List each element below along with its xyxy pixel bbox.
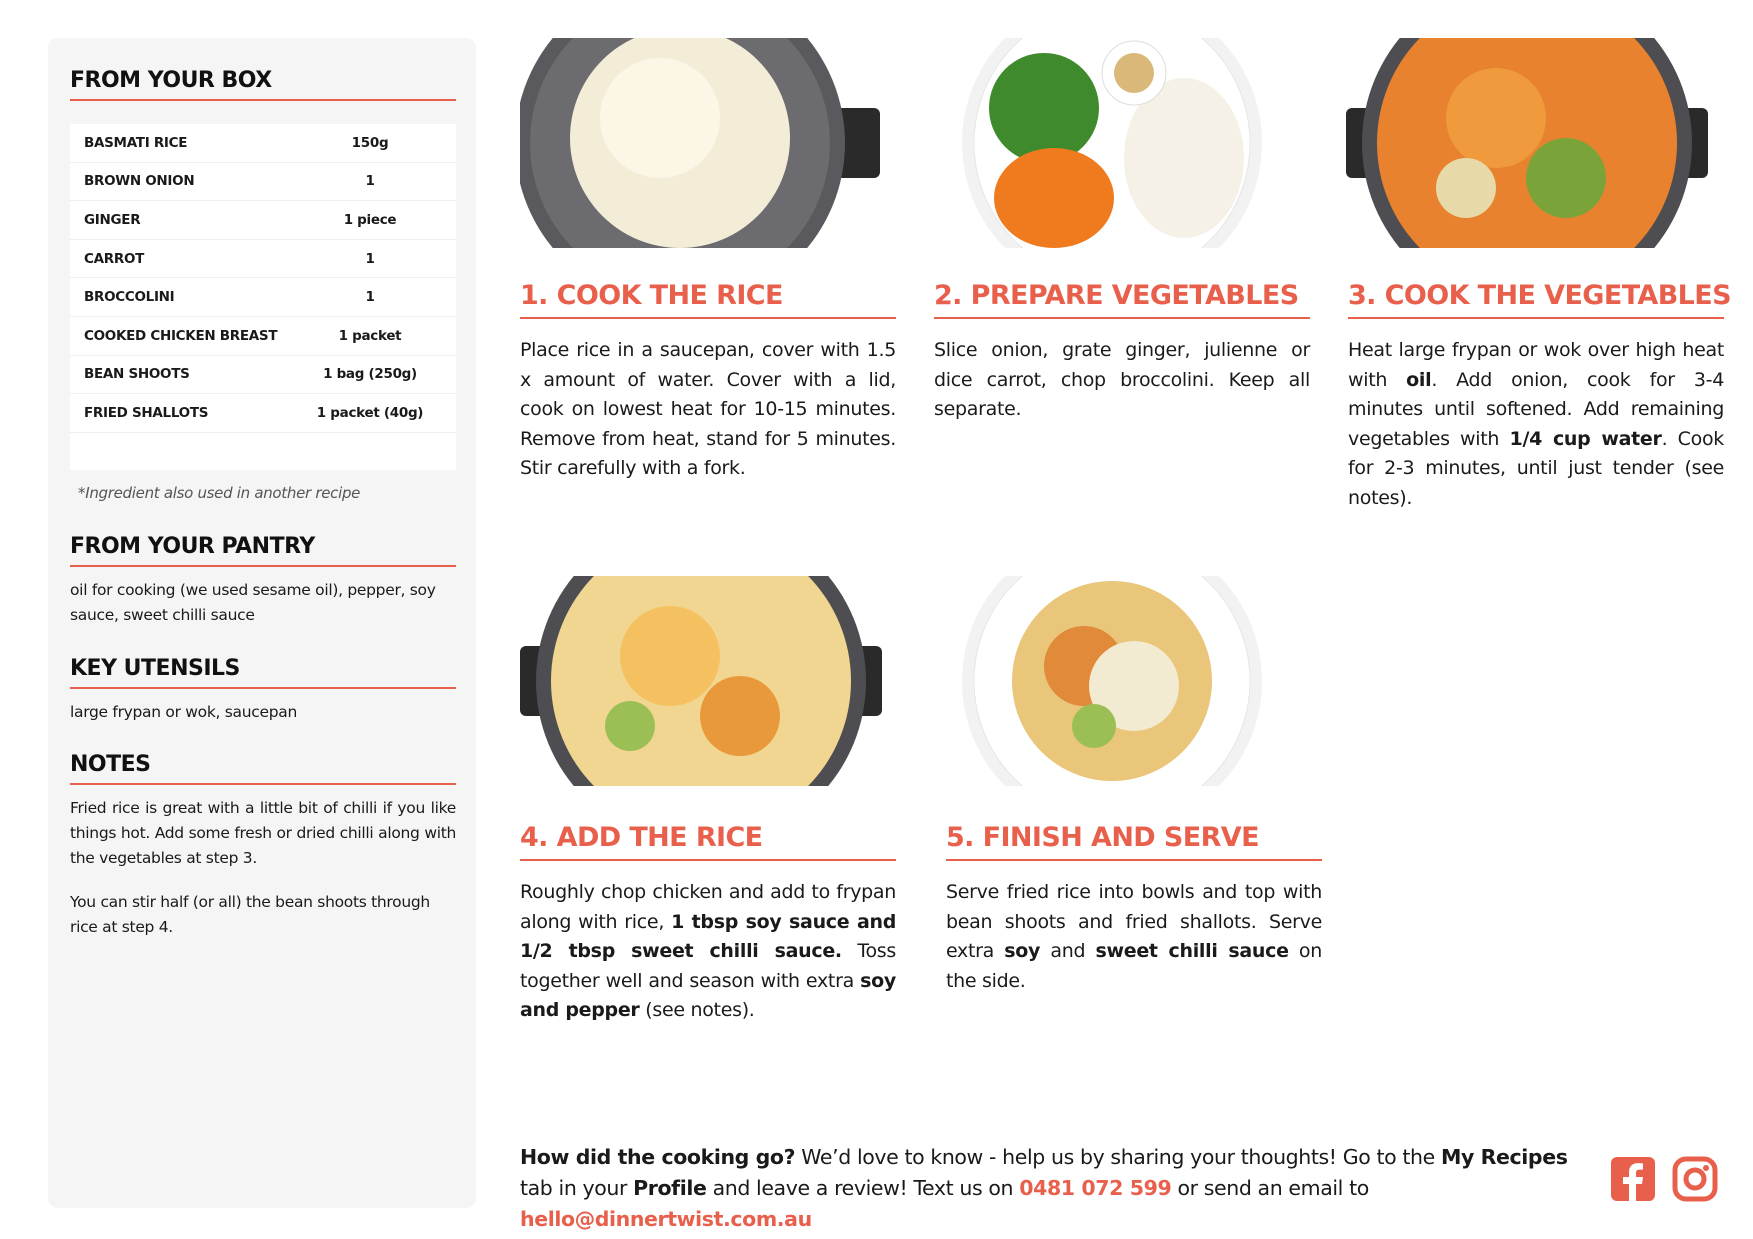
box-ingredient-row: [70, 278, 456, 317]
text-run: Roughly chop chicken and add to frypan along with rice,: [520, 881, 896, 933]
step-5-title: 5. FINISH AND SERVE: [946, 822, 1322, 861]
ingredient-quantity: 150g: [351, 134, 389, 151]
ingredient-quantity: 1: [365, 289, 375, 306]
step-5-photo: [934, 576, 1296, 786]
text-run: soy: [1004, 940, 1041, 962]
text-run: Slice onion, grate ginger, julienne or dice carrot, chop broccolini. Keep all separate.: [934, 339, 1310, 420]
step-1-text: [520, 336, 896, 484]
text-run: sweet chilli sauce: [1095, 940, 1289, 962]
text-run: 1/4 cup water: [1509, 427, 1662, 450]
ingredient-quantity: 1: [365, 173, 375, 190]
utensils-heading: KEY UTENSILS: [70, 656, 456, 689]
box-ingredients-table: [70, 124, 456, 470]
step-1-title: 1. COOK THE RICE: [520, 280, 896, 319]
box-ingredient-row: [70, 317, 456, 356]
text-run: (see notes).: [639, 999, 755, 1021]
notes-text-1: Fried rice is great with a little bit of chilli if you like things hot. Add some fresh or dried chilli along with the vegetables at step 3.: [70, 799, 456, 867]
text-run: How did the cooking go?: [520, 1145, 796, 1169]
text-run: Serve fried rice into bowls and top with bean shoots and fried shallots. Serve extra: [946, 881, 1322, 962]
step-3-text: [1348, 336, 1724, 513]
box-ingredient-row: [70, 124, 456, 163]
text-run: Profile: [633, 1176, 707, 1200]
ingredient-name: GINGER: [84, 211, 141, 228]
ingredient-footnote: *Ingredient also used in another recipe: [78, 484, 361, 502]
step-2-photo: [934, 38, 1296, 248]
text-run: We’d love to know - help us by sharing your thoughts! Go to the: [795, 1145, 1441, 1169]
notes-text-2: You can stir half (or all) the bean shoots through rice at step 4.: [70, 893, 430, 936]
step-1-photo: [520, 38, 882, 248]
step-2-text: [934, 336, 1310, 425]
pantry-text: oil for cooking (we used sesame oil), pepper, soy sauce, sweet chilli sauce: [70, 581, 436, 624]
text-run: My Recipes: [1440, 1145, 1568, 1169]
contact-link[interactable]: 0481 072 599: [1019, 1176, 1172, 1200]
box-ingredient-row: [70, 356, 456, 395]
box-ingredient-row: [70, 394, 456, 433]
ingredient-quantity: 1 piece: [343, 211, 397, 228]
text-run: Toss together well and season with extra: [520, 940, 896, 992]
ingredient-quantity: 1: [365, 250, 375, 267]
box-ingredient-row: [70, 201, 456, 240]
text-run: or send an email to: [1171, 1176, 1369, 1200]
ingredient-quantity: 1 bag (250g): [323, 366, 417, 383]
step-4-photo: [520, 576, 882, 786]
feedback-footer: [520, 1142, 1590, 1235]
ingredients-sidebar: [48, 38, 476, 1208]
text-run: on the side.: [946, 940, 1323, 992]
pantry-heading: FROM YOUR PANTRY: [70, 534, 456, 567]
text-run: and: [1040, 940, 1096, 962]
step-5-text: [946, 878, 1322, 996]
instagram-icon[interactable]: [1672, 1156, 1718, 1202]
text-run: 1 tbsp soy sauce and 1/2 tbsp sweet chilli sauce.: [520, 910, 896, 962]
ingredient-name: BROCCOLINI: [84, 289, 175, 306]
ingredient-name: FRIED SHALLOTS: [84, 404, 209, 421]
notes-heading: NOTES: [70, 752, 456, 785]
step-4-title: 4. ADD THE RICE: [520, 822, 896, 861]
facebook-icon[interactable]: [1610, 1156, 1656, 1202]
step-4-text: [520, 878, 896, 1026]
contact-link[interactable]: hello@dinnertwist.com.au: [520, 1207, 812, 1231]
text-run: Place rice in a saucepan, cover with 1.5 x amount of water. Cover with a lid, cook on lowest heat for 10-15 minutes. Remove from heat, stand for 5 minutes. Stir carefully with a fork.: [520, 339, 896, 479]
ingredient-name: CARROT: [84, 250, 145, 267]
text-run: and leave a review! Text us on: [706, 1176, 1020, 1200]
text-run: tab in your: [520, 1176, 634, 1200]
utensils-text: large frypan or wok, saucepan: [70, 703, 297, 721]
ingredient-name: BEAN SHOOTS: [84, 366, 190, 383]
box-ingredient-row: [70, 163, 456, 202]
ingredient-quantity: 1 packet: [338, 327, 402, 344]
text-run: soy and pepper: [520, 969, 896, 1021]
text-run: Heat large frypan or wok over high heat with: [1348, 339, 1724, 391]
box-ingredient-row: [70, 240, 456, 279]
ingredient-name: BASMATI RICE: [84, 134, 188, 151]
ingredient-quantity: 1 packet (40g): [316, 404, 424, 421]
step-2-title: 2. PREPARE VEGETABLES: [934, 280, 1310, 319]
ingredient-name: COOKED CHICKEN BREAST: [84, 327, 278, 344]
step-3-title: 3. COOK THE VEGETABLES: [1348, 280, 1724, 319]
text-run: oil: [1406, 368, 1432, 391]
ingredient-name: BROWN ONION: [84, 173, 195, 190]
box-heading: FROM YOUR BOX: [70, 68, 456, 101]
text-run: . Cook for 2-3 minutes, until just tender (see notes).: [1348, 427, 1724, 509]
step-3-photo: [1346, 38, 1708, 248]
text-run: . Add onion, cook for 3-4 minutes until softened. Add remaining vegetables with: [1348, 368, 1724, 450]
